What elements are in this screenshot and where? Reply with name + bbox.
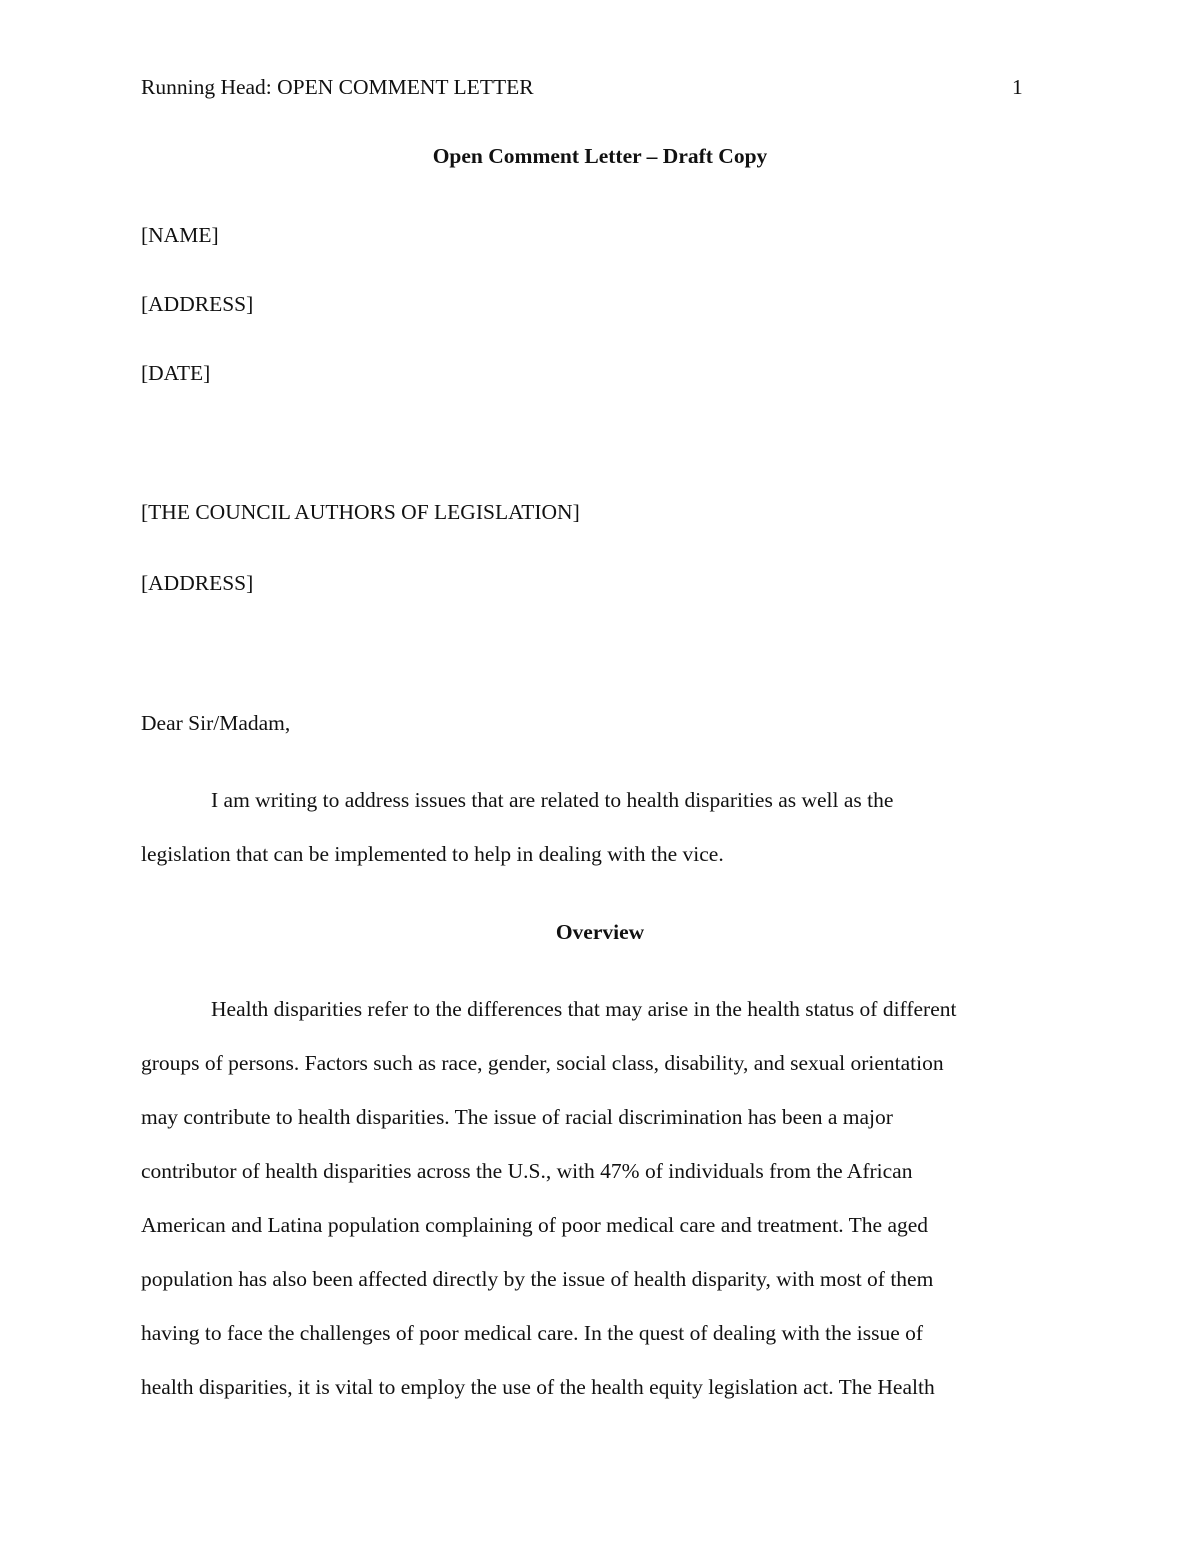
sender-date: [DATE] — [141, 361, 211, 385]
intro-line: I am writing to address issues that are related to health disparities as well as the — [211, 788, 894, 812]
overview-line: groups of persons. Factors such as race, gender, social class, disability, and sexual orientation — [141, 1051, 944, 1075]
overview-line: American and Latina population complaining of poor medical care and treatment. The aged — [141, 1213, 929, 1237]
intro-line: legislation that can be implemented to help in dealing with the vice. — [141, 842, 724, 866]
recipient-address: [ADDRESS] — [141, 571, 254, 595]
overview-line: having to face the challenges of poor medical care. In the quest of dealing with the issue of — [141, 1321, 924, 1345]
overview-line: health disparities, it is vital to employ the use of the health equity legislation act. The Health — [141, 1375, 935, 1399]
overview-line: Health disparities refer to the differences that may arise in the health status of different — [211, 997, 957, 1021]
recipient-name: [THE COUNCIL AUTHORS OF LEGISLATION] — [141, 500, 580, 524]
overview-line: may contribute to health disparities. The issue of racial discrimination has been a major — [141, 1105, 893, 1129]
salutation: Dear Sir/Madam, — [141, 711, 291, 735]
overview-line: population has also been affected directly by the issue of health disparity, with most of them — [141, 1267, 934, 1291]
sender-name: [NAME] — [141, 223, 219, 247]
section-heading-overview: Overview — [555, 920, 645, 944]
page-number: 1 — [1012, 75, 1023, 99]
overview-line: contributor of health disparities across the U.S., with 47% of individuals from the African — [141, 1159, 913, 1183]
document-title: Open Comment Letter – Draft Copy — [432, 144, 768, 168]
sender-address: [ADDRESS] — [141, 292, 254, 316]
running-head: Running Head: OPEN COMMENT LETTER — [141, 75, 534, 99]
